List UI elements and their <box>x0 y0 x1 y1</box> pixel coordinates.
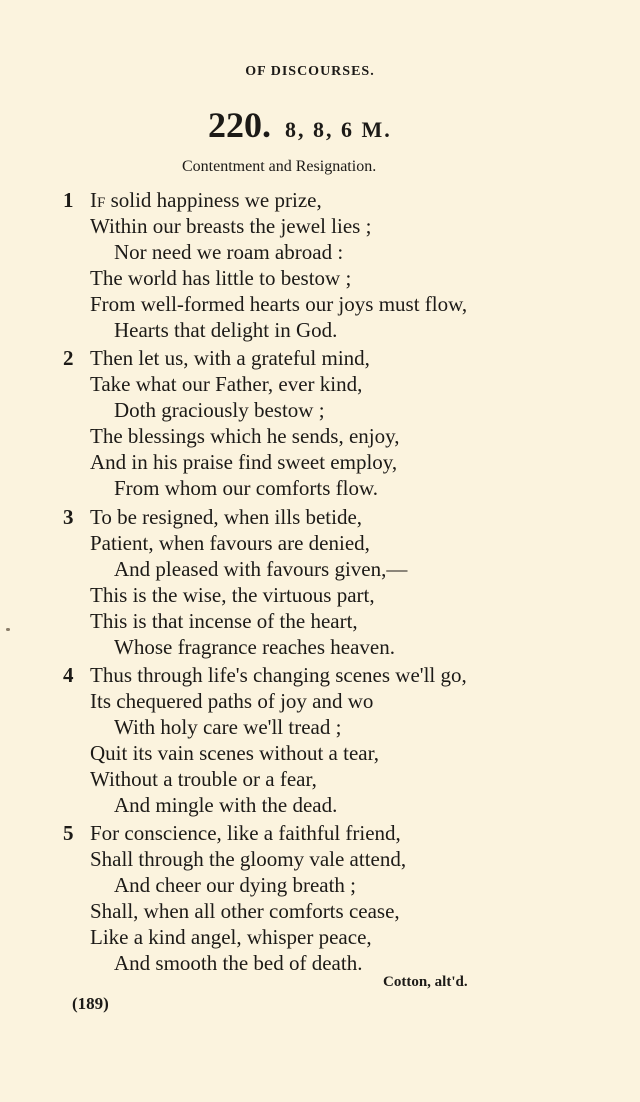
stanza-line: And mingle with the dead. <box>114 793 338 817</box>
stanza-line: And smooth the bed of death. <box>114 951 363 975</box>
stanza-line: Thus through life's changing scenes we'll go, <box>90 663 467 687</box>
stanza-line: Doth graciously bestow ; <box>114 398 325 422</box>
stanza-line: And in his praise find sweet employ, <box>90 450 398 474</box>
stanza-line: For conscience, like a faithful friend, <box>90 821 401 845</box>
first-word: If <box>90 188 106 212</box>
stanza-line: Its chequered paths of joy and wo <box>90 689 374 713</box>
page-number: (189) <box>72 994 109 1013</box>
stanza-number: 5 <box>63 821 74 845</box>
stanza-line: To be resigned, when ills betide, <box>90 505 363 529</box>
stanza-line: If solid happiness we prize, <box>90 188 322 212</box>
stanza-line: Then let us, with a grateful mind, <box>90 346 370 370</box>
stanza-line: Patient, when favours are denied, <box>90 531 370 555</box>
stanza-number: 2 <box>63 346 74 370</box>
stanza-line: Within our breasts the jewel lies ; <box>90 214 372 238</box>
hymn-meter: 8, 8, 6 M. <box>285 117 392 142</box>
stanza-line: Shall, when all other comforts cease, <box>90 899 400 923</box>
paper-speck <box>6 628 10 631</box>
stanza-line: This is that incense of the heart, <box>90 609 358 633</box>
stanza-number: 1 <box>63 188 74 212</box>
stanza-line: From whom our comforts flow. <box>114 476 379 500</box>
stanza-line: Whose fragrance reaches heaven. <box>114 635 395 659</box>
stanza-line: Nor need we roam abroad : <box>114 240 344 264</box>
stanza-number: 4 <box>63 663 74 687</box>
hymn-heading <box>208 104 392 146</box>
stanza-line: Take what our Father, ever kind, <box>90 372 363 396</box>
stanza-line: This is the wise, the virtuous part, <box>90 583 375 607</box>
stanza-line: The world has little to bestow ; <box>90 266 352 290</box>
stanza-line: Shall through the gloomy vale attend, <box>90 847 407 871</box>
stanza-line: The blessings which he sends, enjoy, <box>90 424 400 448</box>
stanza-line: And pleased with favours given,— <box>114 557 408 581</box>
running-head: OF DISCOURSES. <box>245 64 375 79</box>
stanza-line: Hearts that delight in God. <box>114 318 338 342</box>
stanza-line: And cheer our dying breath ; <box>114 873 357 897</box>
stanza-line: Without a trouble or a fear, <box>90 767 317 791</box>
attribution: Cotton, alt'd. <box>383 974 468 990</box>
stanza-line: Like a kind angel, whisper peace, <box>90 925 372 949</box>
hymn-number: 220. <box>208 105 271 145</box>
hymn-title: Contentment and Resignation. <box>182 158 377 175</box>
stanza-line: With holy care we'll tread ; <box>114 715 342 739</box>
stanza-number: 3 <box>63 505 74 529</box>
stanza-line: From well-formed hearts our joys must flow, <box>90 292 468 316</box>
stanza-line: Quit its vain scenes without a tear, <box>90 741 380 765</box>
